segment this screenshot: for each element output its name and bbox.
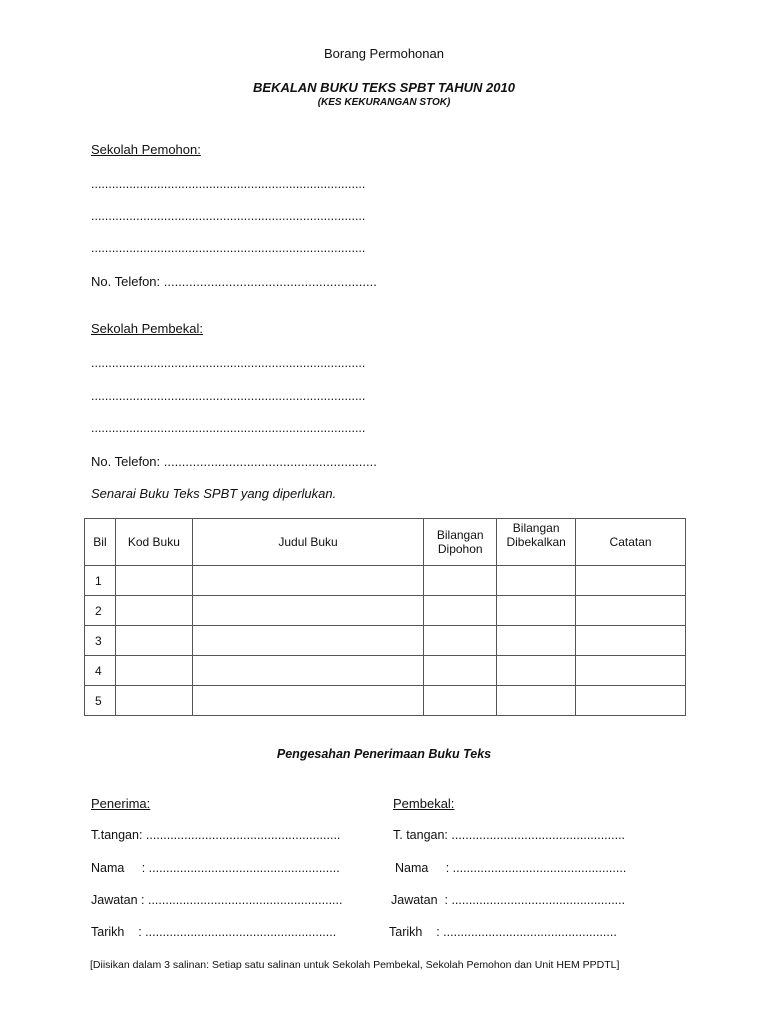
table-row [85, 566, 686, 596]
table-header-row [85, 519, 686, 566]
col-header-dibekalkan-line2: Dibekalkan [506, 535, 566, 549]
applicant-line-3[interactable]: ............................................................................... [91, 241, 366, 255]
pembekal-signature-field[interactable]: T. tangan: .................................................. [393, 828, 626, 842]
pembekal-heading: Pembekal: [393, 796, 455, 811]
footer-note: [Diisikan dalam 3 salinan: Setiap satu salinan untuk Sekolah Pembekal, Sekolah Pemohon dan Unit HEM PPDTL] [90, 959, 620, 971]
kod-buku-cell[interactable] [115, 626, 192, 656]
supplier-heading: Sekolah Pembekal: [91, 321, 204, 336]
col-header-catatan: Catatan [576, 519, 686, 566]
judul-buku-cell[interactable] [192, 596, 423, 626]
supplier-line-2[interactable]: ............................................................................... [91, 389, 366, 403]
judul-buku-cell[interactable] [192, 686, 423, 716]
col-header-bilangan-dibekalkan [497, 519, 576, 566]
table-row [85, 656, 686, 686]
row-number: 2 [85, 596, 116, 626]
col-header-bil: Bil [85, 519, 116, 566]
judul-buku-cell[interactable] [192, 566, 423, 596]
row-number: 1 [85, 566, 116, 596]
applicant-line-1[interactable]: ............................................................................... [91, 177, 366, 191]
books-intro: Senarai Buku Teks SPBT yang diperlukan. [91, 486, 337, 501]
row-number: 3 [85, 626, 116, 656]
col-header-dibekalkan-line1: Bilangan [512, 521, 560, 535]
catatan-cell[interactable] [576, 626, 686, 656]
applicant-line-2[interactable]: ............................................................................... [91, 209, 366, 223]
kod-buku-cell[interactable] [115, 686, 192, 716]
table-row [85, 626, 686, 656]
receiver-heading: Penerima: [91, 796, 151, 811]
col-header-dipohon-line1: Bilangan [436, 528, 484, 542]
dibekalkan-cell[interactable] [497, 656, 576, 686]
row-number: 5 [85, 686, 116, 716]
receiver-signature-field[interactable]: T.tangan: ........................................................ [91, 828, 341, 842]
pembekal-date-field[interactable]: Tarikh : .................................................. [389, 925, 617, 939]
applicant-phone-field[interactable]: No. Telefon: ........................................................... [91, 274, 377, 289]
supplier-line-1[interactable]: ............................................................................... [91, 356, 366, 370]
table-row [85, 686, 686, 716]
dipohon-cell[interactable] [424, 626, 497, 656]
dipohon-cell[interactable] [424, 686, 497, 716]
applicant-heading: Sekolah Pemohon: [91, 142, 201, 157]
form-title: BEKALAN BUKU TEKS SPBT TAHUN 2010 [253, 80, 515, 95]
catatan-cell[interactable] [576, 566, 686, 596]
dibekalkan-cell[interactable] [497, 566, 576, 596]
judul-buku-cell[interactable] [192, 656, 423, 686]
kod-buku-cell[interactable] [115, 566, 192, 596]
receiver-date-field[interactable]: Tarikh : ....................................................... [91, 925, 337, 939]
col-header-kod-buku: Kod Buku [115, 519, 192, 566]
kod-buku-cell[interactable] [115, 596, 192, 626]
form-label: Borang Permohonan [324, 46, 444, 61]
pembekal-name-field[interactable]: Nama : .................................................. [395, 861, 627, 875]
dipohon-cell[interactable] [424, 566, 497, 596]
dibekalkan-cell[interactable] [497, 596, 576, 626]
dibekalkan-cell[interactable] [497, 686, 576, 716]
col-header-judul-buku: Judul Buku [192, 519, 423, 566]
receiver-name-field[interactable]: Nama : ....................................................... [91, 861, 340, 875]
supplier-line-3[interactable]: ............................................................................... [91, 421, 366, 435]
col-header-dipohon-line2: Dipohon [437, 542, 483, 556]
catatan-cell[interactable] [576, 686, 686, 716]
catatan-cell[interactable] [576, 596, 686, 626]
judul-buku-cell[interactable] [192, 626, 423, 656]
books-table [84, 518, 686, 716]
dipohon-cell[interactable] [424, 596, 497, 626]
row-number: 4 [85, 656, 116, 686]
kod-buku-cell[interactable] [115, 656, 192, 686]
dibekalkan-cell[interactable] [497, 626, 576, 656]
form-subtitle: (KES KEKURANGAN STOK) [317, 97, 451, 108]
receiver-position-field[interactable]: Jawatan : ........................................................ [91, 893, 343, 907]
catatan-cell[interactable] [576, 656, 686, 686]
col-header-bilangan-dipohon [424, 519, 497, 566]
table-row [85, 596, 686, 626]
confirmation-title: Pengesahan Penerimaan Buku Teks [276, 747, 492, 761]
pembekal-position-field[interactable]: Jawatan : .................................................. [391, 893, 626, 907]
dipohon-cell[interactable] [424, 656, 497, 686]
supplier-phone-field[interactable]: No. Telefon: ........................................................... [91, 454, 377, 469]
